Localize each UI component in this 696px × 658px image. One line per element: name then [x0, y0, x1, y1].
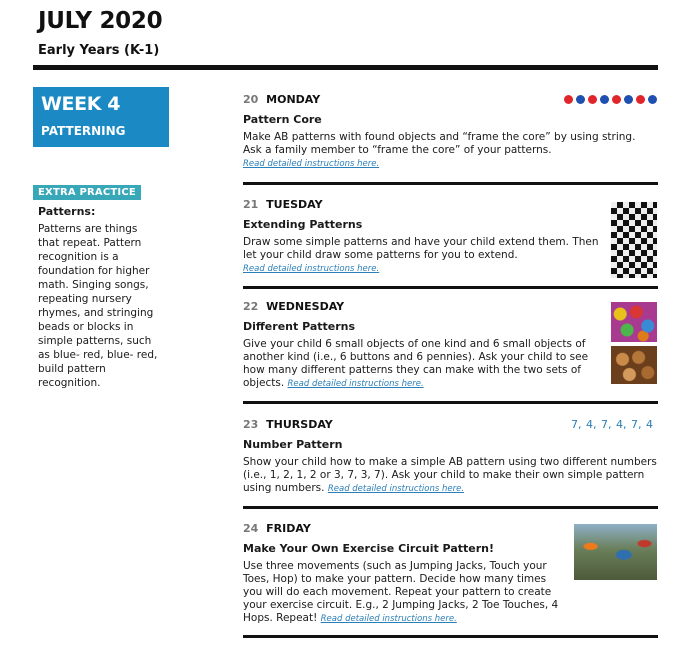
blue-dot — [624, 95, 633, 104]
activity-title: Make Your Own Exercise Circuit Pattern! — [243, 542, 494, 555]
instructions-link[interactable]: Read detailed instructions here. — [327, 484, 465, 494]
red-dot — [636, 95, 645, 104]
day-section-friday — [243, 522, 657, 626]
pennies-image — [611, 346, 657, 384]
day-section-monday — [243, 93, 657, 171]
activity-description — [243, 560, 568, 626]
activity-description — [243, 131, 657, 171]
week-box — [33, 87, 169, 147]
day-name: WEDNESDAY — [266, 300, 345, 313]
activity-description — [243, 338, 598, 391]
number-sequence: 7, 4, 7, 4, 7, 4 — [571, 418, 653, 431]
section-divider — [243, 182, 658, 185]
section-divider — [243, 506, 658, 509]
day-section-tuesday — [243, 198, 657, 276]
day-name: THURSDAY — [266, 418, 333, 431]
page-title: JULY 2020 — [38, 8, 163, 34]
red-dot — [564, 95, 573, 104]
activity-title: Pattern Core — [243, 113, 322, 126]
day-number: 21 — [243, 198, 259, 211]
day-section-wednesday — [243, 300, 657, 391]
day-name: TUESDAY — [266, 198, 323, 211]
section-divider — [243, 286, 658, 289]
instructions-link[interactable]: Read detailed instructions here. — [287, 379, 424, 389]
day-number: 23 — [243, 418, 259, 431]
exercise-class-image — [574, 524, 657, 580]
pattern-dots-decoration — [564, 95, 657, 104]
description-text: Make AB patterns with found objects and “frame the core” by using string. Ask a family member to “frame the core” of your patterns. — [243, 131, 636, 156]
section-divider — [243, 635, 658, 638]
checkerboard-image — [611, 202, 657, 278]
description-text: Give your child 6 small objects of one kind and 6 small objects of another kind (i.e., 6 buttons and 6 pennies). Ask your child to see how many different patterns they can make with the two sets of objects. — [243, 338, 589, 389]
day-heading — [243, 300, 657, 313]
blue-dot — [648, 95, 657, 104]
day-section-thursday — [243, 418, 657, 496]
activity-description — [243, 236, 603, 276]
instructions-link[interactable]: Read detailed instructions here. — [320, 614, 457, 624]
description-text: Use three movements (such as Jumping Jacks, Touch your Toes, Hop) to make your pattern. Decide how many times you will do each movement. Repeat your pattern to create your exercise circuit. E.g., 2 Jumping Jacks, 2 Toe Touches, 4 Hops. Repeat! — [243, 560, 559, 624]
day-name: MONDAY — [266, 93, 321, 106]
red-dot — [588, 95, 597, 104]
activity-title: Different Patterns — [243, 320, 356, 333]
blue-dot — [576, 95, 585, 104]
description-text: Show your child how to make a simple AB pattern using two different numbers (i.e., 1, 2, 1, 2 or 3, 7, 3, 7). Ask your child to make their own simple pattern using numbers. — [243, 456, 657, 494]
activity-description — [243, 456, 657, 496]
grade-level: Early Years (K-1) — [38, 43, 160, 58]
day-number: 22 — [243, 300, 259, 313]
day-name: FRIDAY — [266, 522, 311, 535]
day-number: 24 — [243, 522, 259, 535]
instructions-link[interactable]: Read detailed instructions here. — [243, 159, 380, 169]
activity-title: Extending Patterns — [243, 218, 363, 231]
day-heading — [243, 198, 657, 211]
extra-practice-text: Patterns are things that repeat. Pattern recognition is a foundation for higher math. Singing songs, repeating nursery rhymes, and stringing beads or blocks in simple patterns, such as blue- red, blue- red, build pattern recognition. — [38, 223, 158, 389]
section-divider — [243, 401, 658, 404]
extra-practice-heading: Patterns: — [38, 205, 96, 218]
week-topic: PATTERNING — [41, 124, 126, 138]
buttons-image — [611, 302, 657, 342]
instructions-link[interactable]: Read detailed instructions here. — [243, 264, 380, 274]
header-divider — [33, 65, 658, 70]
red-dot — [612, 95, 621, 104]
description-text: Draw some simple patterns and have your child extend them. Then let your child draw some patterns for you to extend. — [243, 236, 599, 261]
day-number: 20 — [243, 93, 259, 106]
blue-dot — [600, 95, 609, 104]
extra-practice-badge: EXTRA PRACTICE — [33, 185, 141, 200]
week-title: WEEK 4 — [41, 93, 121, 115]
activity-title: Number Pattern — [243, 438, 343, 451]
